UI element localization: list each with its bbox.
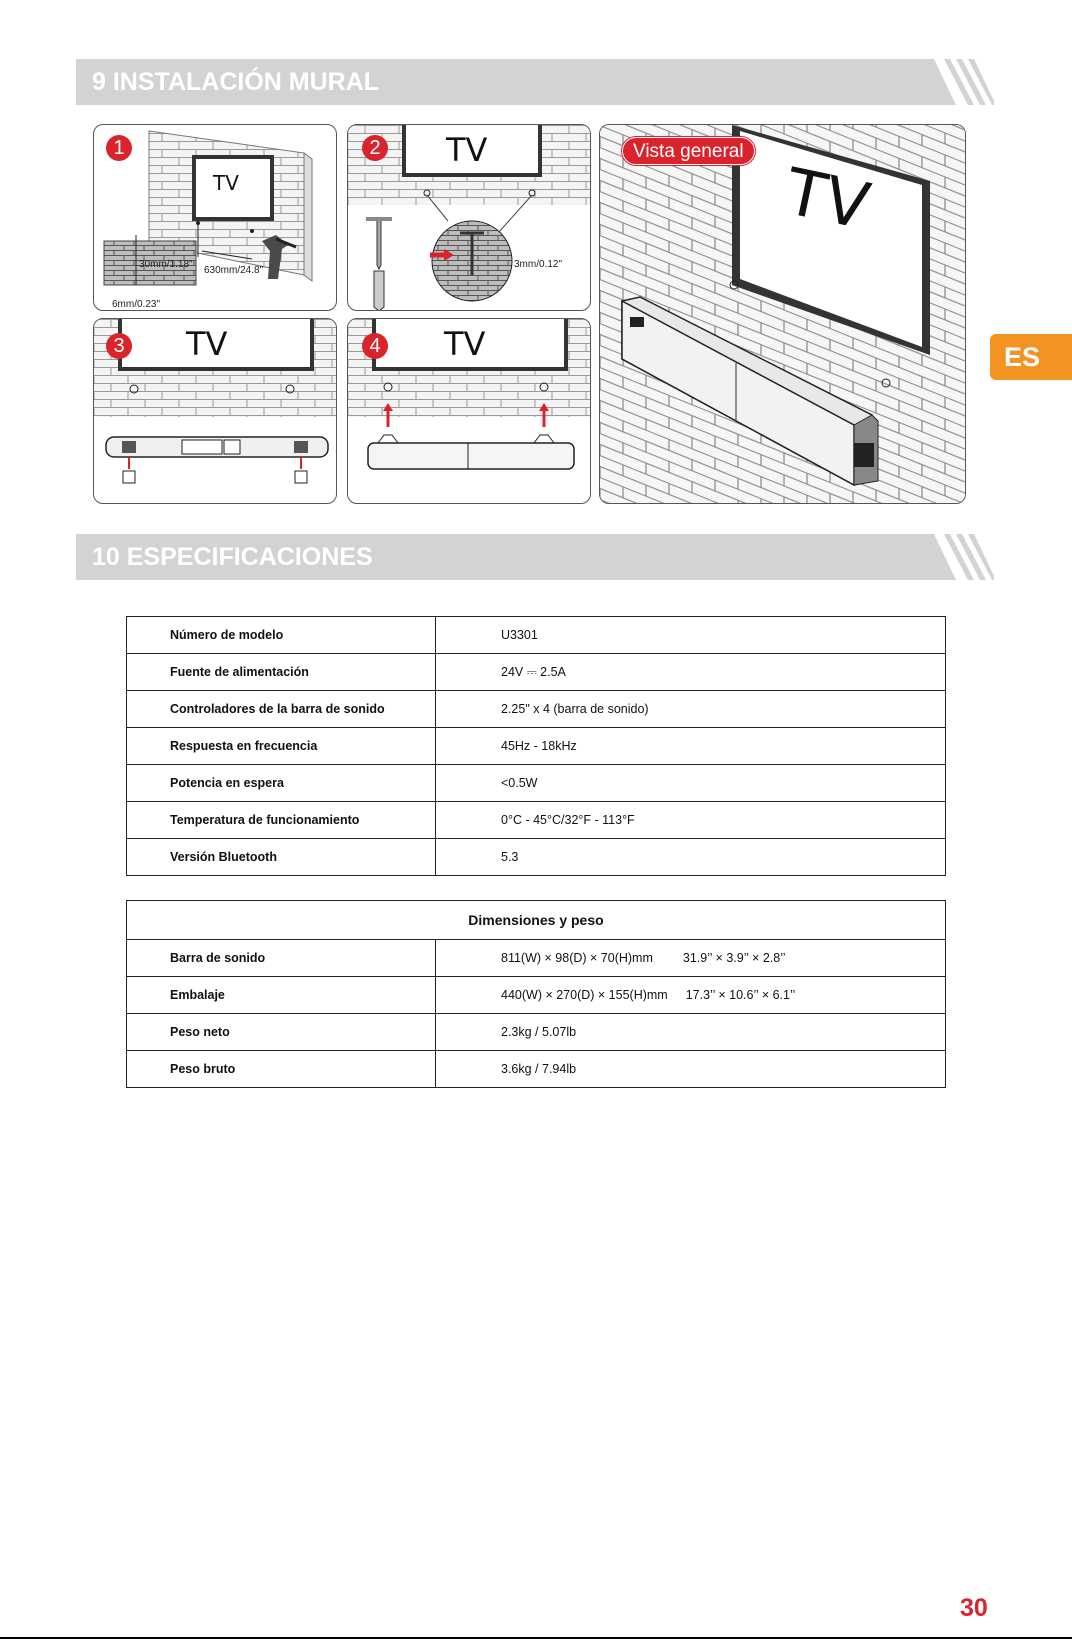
overview-label: Vista general	[622, 137, 755, 165]
section-title-text: 9 INSTALACIÓN MURAL	[92, 68, 380, 96]
language-tab-es: ES	[990, 334, 1072, 380]
overview-illustration	[600, 125, 966, 504]
dimension-imperial: 17.3’’ × 10.6’’ × 6.1’’	[685, 988, 796, 1002]
dimension-metric: 811(W) × 98(D) × 70(H)mm	[501, 951, 653, 965]
dimension-label: Peso bruto	[127, 1051, 436, 1088]
step-1-height-dimension: 30mm/1.18"	[139, 259, 193, 270]
step-4-tv-label: TV	[444, 325, 486, 363]
spec-value: <0.5W	[436, 765, 946, 802]
spec-value: 2.25" x 4 (barra de sonido)	[436, 691, 946, 728]
dimensions-table	[126, 900, 946, 1088]
step-2-panel	[347, 124, 591, 311]
step-3-tv-label: TV	[186, 325, 228, 363]
table-row	[127, 1014, 946, 1051]
table-row	[127, 802, 946, 839]
spec-value: 45Hz - 18kHz	[436, 728, 946, 765]
table-row	[127, 691, 946, 728]
section-title-text: 10 ESPECIFICACIONES	[92, 543, 373, 571]
spec-label: Respuesta en frecuencia	[127, 728, 436, 765]
spec-value: 0°C - 45°C/32°F - 113°F	[436, 802, 946, 839]
step-2-number: 2	[362, 135, 388, 161]
section-title-specifications	[76, 534, 994, 580]
dimension-label: Peso neto	[127, 1014, 436, 1051]
dimension-value: 3.6kg / 7.94lb	[436, 1051, 946, 1088]
spec-label: Número de modelo	[127, 617, 436, 654]
table-row	[127, 728, 946, 765]
step-4-number: 4	[362, 333, 388, 359]
table-row	[127, 654, 946, 691]
dimension-label: Barra de sonido	[127, 940, 436, 977]
step-1-drill-dimension: 6mm/0.23"	[112, 299, 161, 310]
table-row	[127, 765, 946, 802]
spec-label: Controladores de la barra de sonido	[127, 691, 436, 728]
table-row	[127, 977, 946, 1014]
spec-label: Fuente de alimentación	[127, 654, 436, 691]
spec-value: U3301	[436, 617, 946, 654]
step-1-tv-label: TV	[213, 171, 239, 195]
spec-label: Temperatura de funcionamiento	[127, 802, 436, 839]
header-stripes-decoration	[934, 59, 994, 105]
page-number: 30	[960, 1594, 988, 1622]
overview-tv-label: TV	[779, 155, 876, 245]
dimension-label: Embalaje	[127, 977, 436, 1014]
table-row	[127, 617, 946, 654]
dimension-imperial: 31.9’’ × 3.9’’ × 2.8’’	[682, 951, 786, 965]
step-2-tv-label: TV	[446, 131, 488, 169]
step-3-number: 3	[106, 333, 132, 359]
spec-value: 24V ⎓ 2.5A	[436, 654, 946, 691]
dimension-value	[436, 940, 946, 977]
step-1-number: 1	[106, 135, 132, 161]
dimension-value: 2.3kg / 5.07lb	[436, 1014, 946, 1051]
step-1-spacing-dimension: 630mm/24.8"	[204, 265, 264, 276]
spec-value: 5.3	[436, 839, 946, 876]
step-3-panel	[93, 318, 337, 504]
header-stripes-decoration	[934, 534, 994, 580]
spec-label: Versión Bluetooth	[127, 839, 436, 876]
step-1-panel	[93, 124, 337, 311]
overview-panel	[599, 124, 966, 504]
spec-label: Potencia en espera	[127, 765, 436, 802]
table-row	[127, 940, 946, 977]
step-4-panel	[347, 318, 591, 504]
step-2-gap-dimension: 3mm/0.12"	[514, 259, 563, 270]
table-header-row	[127, 901, 946, 940]
section-title-installation	[76, 59, 994, 105]
table-row	[127, 1051, 946, 1088]
dimension-value	[436, 977, 946, 1014]
dimension-metric: 440(W) × 270(D) × 155(H)mm	[501, 988, 668, 1002]
table-row	[127, 839, 946, 876]
dimensions-header: Dimensiones y peso	[127, 901, 946, 940]
specifications-table	[126, 616, 946, 876]
